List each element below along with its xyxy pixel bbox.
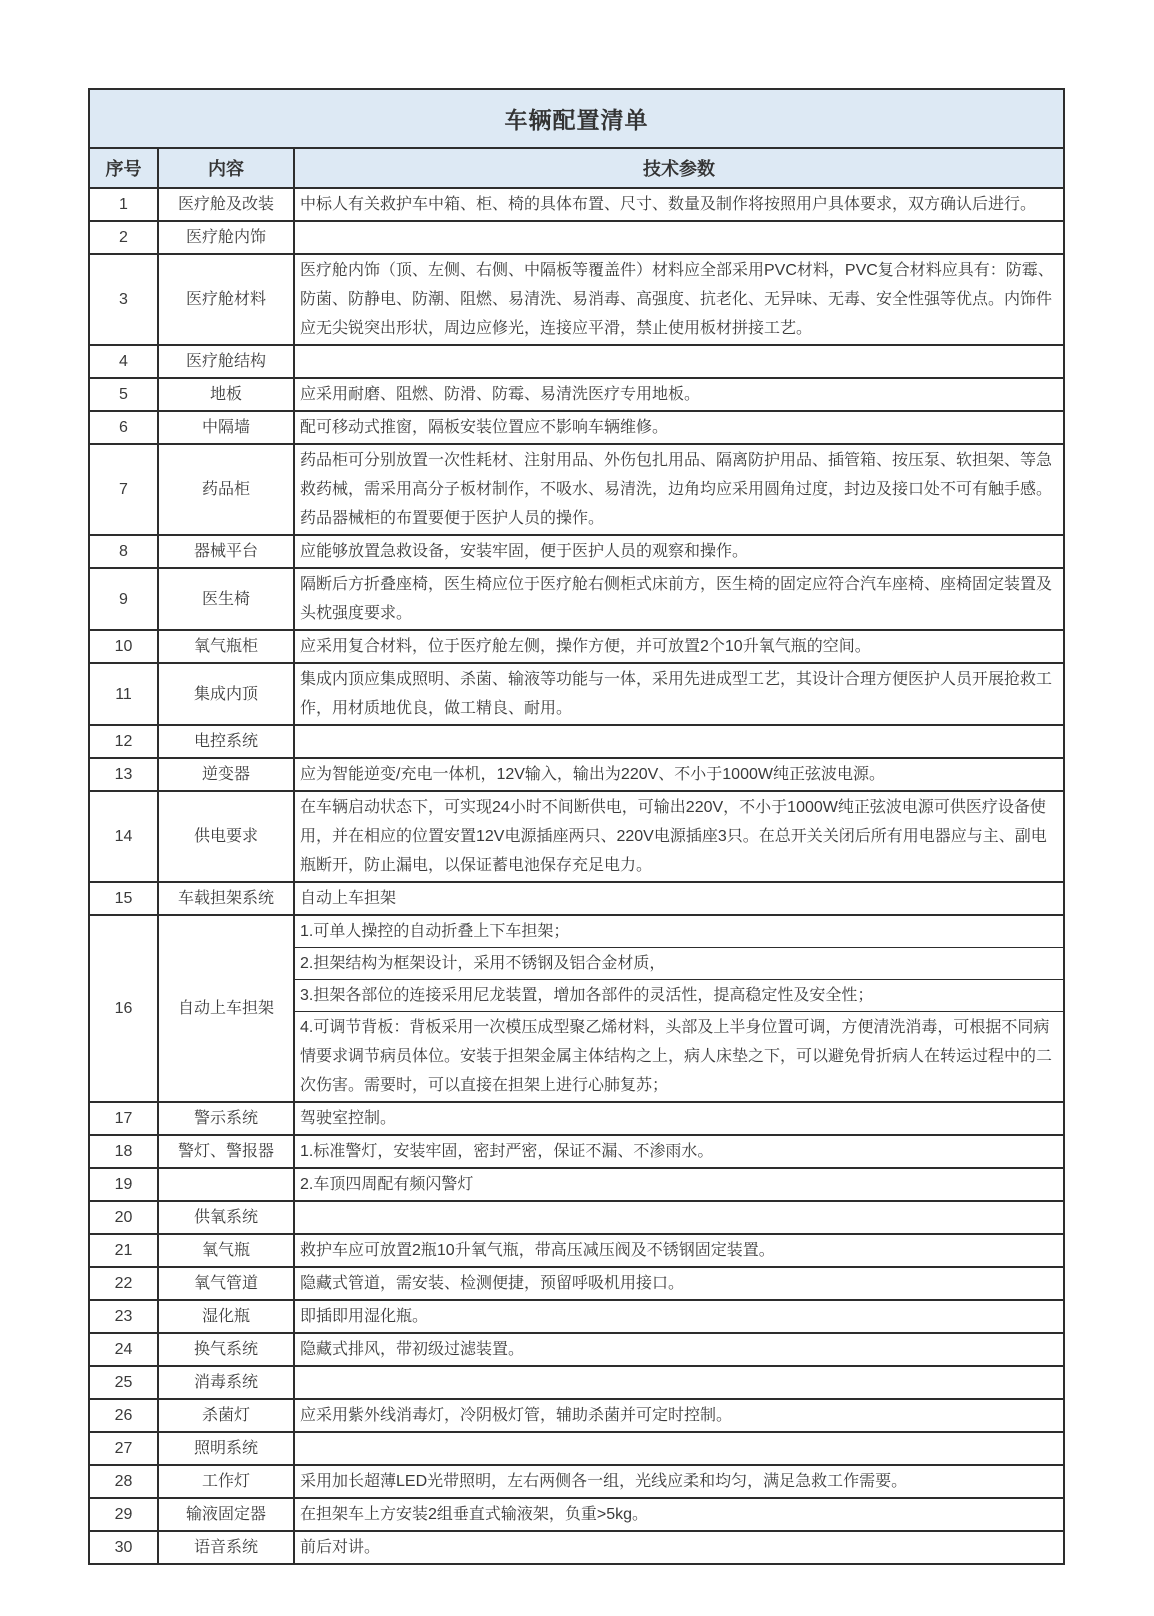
spec-cell: 即插即用湿化瓶。 (294, 1300, 1064, 1333)
row-number-cell: 19 (89, 1168, 158, 1201)
page-title: 车辆配置清单 (89, 89, 1064, 148)
table-title-row (89, 89, 1064, 148)
item-name-cell: 自动上车担架 (158, 915, 294, 1102)
row-number-cell: 30 (89, 1531, 158, 1564)
row-number-cell: 14 (89, 791, 158, 882)
table-row (89, 1135, 1064, 1168)
row-number-cell: 29 (89, 1498, 158, 1531)
table-row (89, 1399, 1064, 1432)
item-name-cell: 逆变器 (158, 758, 294, 791)
item-name-cell: 氧气管道 (158, 1267, 294, 1300)
spec-cell: 采用加长超薄LED光带照明，左右两侧各一组，光线应柔和均匀，满足急救工作需要。 (294, 1465, 1064, 1498)
vehicle-config-table (88, 88, 1065, 1565)
table-row (89, 725, 1064, 758)
table-row (89, 630, 1064, 663)
row-number-cell: 23 (89, 1300, 158, 1333)
document-page (88, 88, 1065, 1565)
row-number-cell: 3 (89, 254, 158, 345)
item-name-cell: 警示系统 (158, 1102, 294, 1135)
row-number-cell: 25 (89, 1366, 158, 1399)
item-name-cell: 医疗舱内饰 (158, 221, 294, 254)
column-header-spec: 技术参数 (294, 148, 1064, 188)
spec-cell: 医疗舱内饰（顶、左侧、右侧、中隔板等覆盖件）材料应全部采用PVC材料，PVC复合材料应具有：防霉、防菌、防静电、防潮、阻燃、易清洗、易消毒、高强度、抗老化、无异味、无毒、安全性强等优点。内饰件应无尖锐突出形状，周边应修光，连接应平滑，禁止使用板材拼接工艺。 (294, 254, 1064, 345)
row-number-cell: 16 (89, 915, 158, 1102)
row-number-cell: 26 (89, 1399, 158, 1432)
spec-cell: 应采用复合材料，位于医疗舱左侧，操作方便，并可放置2个10升氧气瓶的空间。 (294, 630, 1064, 663)
item-name-cell: 语音系统 (158, 1531, 294, 1564)
table-row (89, 254, 1064, 345)
table-row (89, 1366, 1064, 1399)
spec-cell (294, 345, 1064, 378)
table-row (89, 1333, 1064, 1366)
table-row (89, 221, 1064, 254)
item-name-cell: 供电要求 (158, 791, 294, 882)
item-name-cell: 医生椅 (158, 568, 294, 630)
item-name-cell: 医疗舱结构 (158, 345, 294, 378)
spec-cell: 应能够放置急救设备，安装牢固，便于医护人员的观察和操作。 (294, 535, 1064, 568)
spec-cell: 1.可单人操控的自动折叠上下车担架； (294, 915, 1064, 948)
row-number-cell: 27 (89, 1432, 158, 1465)
spec-cell: 隐藏式排风，带初级过滤装置。 (294, 1333, 1064, 1366)
spec-cell: 中标人有关救护车中箱、柜、椅的具体布置、尺寸、数量及制作将按照用户具体要求，双方确认后进行。 (294, 188, 1064, 221)
item-name-cell: 换气系统 (158, 1333, 294, 1366)
item-name-cell: 电控系统 (158, 725, 294, 758)
table-row (89, 1267, 1064, 1300)
item-name-cell: 中隔墙 (158, 411, 294, 444)
spec-cell: 隐藏式管道，需安装、检测便捷，预留呼吸机用接口。 (294, 1267, 1064, 1300)
table-row (89, 1465, 1064, 1498)
table-row (89, 663, 1064, 725)
row-number-cell: 17 (89, 1102, 158, 1135)
row-number-cell: 18 (89, 1135, 158, 1168)
item-name-cell: 杀菌灯 (158, 1399, 294, 1432)
spec-cell (294, 1432, 1064, 1465)
column-header-item: 内容 (158, 148, 294, 188)
table-row (89, 1531, 1064, 1564)
spec-cell: 驾驶室控制。 (294, 1102, 1064, 1135)
spec-cell: 4.可调节背板：背板采用一次模压成型聚乙烯材料，头部及上半身位置可调，方便清洗消毒，可根据不同病情要求调节病员体位。安装于担架金属主体结构之上，病人床垫之下，可以避免骨折病人在转运过程中的二次伤害。需要时，可以直接在担架上进行心肺复苏； (294, 1012, 1064, 1103)
table-row (89, 345, 1064, 378)
spec-cell (294, 725, 1064, 758)
row-number-cell: 8 (89, 535, 158, 568)
row-number-cell: 7 (89, 444, 158, 535)
table-row (89, 535, 1064, 568)
row-number-cell: 4 (89, 345, 158, 378)
item-name-cell: 器械平台 (158, 535, 294, 568)
spec-cell: 应为智能逆变/充电一体机，12V输入，输出为220V、不小于1000W纯正弦波电源。 (294, 758, 1064, 791)
spec-cell: 1.标准警灯，安装牢固，密封严密，保证不漏、不渗雨水。 (294, 1135, 1064, 1168)
row-number-cell: 1 (89, 188, 158, 221)
item-name-cell: 地板 (158, 378, 294, 411)
table-row (89, 1498, 1064, 1531)
table-row (89, 378, 1064, 411)
table-row (89, 411, 1064, 444)
item-name-cell: 供氧系统 (158, 1201, 294, 1234)
row-number-cell: 2 (89, 221, 158, 254)
row-number-cell: 5 (89, 378, 158, 411)
table-row (89, 444, 1064, 535)
row-number-cell: 15 (89, 882, 158, 915)
table-header-row (89, 148, 1064, 188)
table-row (89, 1168, 1064, 1201)
row-number-cell: 22 (89, 1267, 158, 1300)
item-name-cell: 湿化瓶 (158, 1300, 294, 1333)
row-number-cell: 9 (89, 568, 158, 630)
spec-cell: 前后对讲。 (294, 1531, 1064, 1564)
item-name-cell: 车载担架系统 (158, 882, 294, 915)
row-number-cell: 6 (89, 411, 158, 444)
spec-cell: 药品柜可分别放置一次性耗材、注射用品、外伤包扎用品、隔离防护用品、插管箱、按压泵、软担架、等急救药械，需采用高分子板材制作，不吸水、易清洗，边角均应采用圆角过度，封边及接口处不可有触手感。药品器械柜的布置要便于医护人员的操作。 (294, 444, 1064, 535)
table-row (89, 882, 1064, 915)
item-name-cell: 工作灯 (158, 1465, 294, 1498)
table-row (89, 791, 1064, 882)
row-number-cell: 10 (89, 630, 158, 663)
row-number-cell: 20 (89, 1201, 158, 1234)
item-name-cell: 药品柜 (158, 444, 294, 535)
row-number-cell: 11 (89, 663, 158, 725)
table-row (89, 1432, 1064, 1465)
item-name-cell: 消毒系统 (158, 1366, 294, 1399)
spec-cell: 3.担架各部位的连接采用尼龙装置，增加各部件的灵活性，提高稳定性及安全性； (294, 980, 1064, 1012)
column-header-no: 序号 (89, 148, 158, 188)
item-name-cell: 输液固定器 (158, 1498, 294, 1531)
table-row (89, 1234, 1064, 1267)
spec-cell: 2.车顶四周配有频闪警灯 (294, 1168, 1064, 1201)
row-number-cell: 28 (89, 1465, 158, 1498)
spec-cell: 配可移动式推窗，隔板安装位置应不影响车辆维修。 (294, 411, 1064, 444)
table-row (89, 1201, 1064, 1234)
row-number-cell: 21 (89, 1234, 158, 1267)
item-name-cell: 集成内顶 (158, 663, 294, 725)
spec-cell: 在车辆启动状态下，可实现24小时不间断供电，可输出220V，不小于1000W纯正弦波电源可供医疗设备使用，并在相应的位置安置12V电源插座两只、220V电源插座3只。在总开关关闭后所有用电器应与主、副电瓶断开，防止漏电，以保证蓄电池保存充足电力。 (294, 791, 1064, 882)
table-row (89, 915, 1064, 948)
spec-cell: 自动上车担架 (294, 882, 1064, 915)
item-name-cell: 医疗舱及改装 (158, 188, 294, 221)
spec-cell: 应采用耐磨、阻燃、防滑、防霉、易清洗医疗专用地板。 (294, 378, 1064, 411)
item-name-cell: 照明系统 (158, 1432, 294, 1465)
item-name-cell: 氧气瓶 (158, 1234, 294, 1267)
spec-cell: 应采用紫外线消毒灯，冷阴极灯管，辅助杀菌并可定时控制。 (294, 1399, 1064, 1432)
spec-cell: 救护车应可放置2瓶10升氧气瓶，带高压减压阀及不锈钢固定装置。 (294, 1234, 1064, 1267)
table-row (89, 1300, 1064, 1333)
table-row (89, 568, 1064, 630)
spec-cell (294, 1366, 1064, 1399)
item-name-cell: 氧气瓶柜 (158, 630, 294, 663)
table-row (89, 758, 1064, 791)
item-name-cell: 医疗舱材料 (158, 254, 294, 345)
item-name-cell (158, 1168, 294, 1201)
row-number-cell: 13 (89, 758, 158, 791)
spec-cell (294, 221, 1064, 254)
spec-cell (294, 1201, 1064, 1234)
row-number-cell: 12 (89, 725, 158, 758)
spec-cell: 集成内顶应集成照明、杀菌、输液等功能与一体，采用先进成型工艺，其设计合理方便医护人员开展抢救工作，用材质地优良，做工精良、耐用。 (294, 663, 1064, 725)
spec-cell: 2.担架结构为框架设计，采用不锈钢及铝合金材质， (294, 948, 1064, 980)
spec-cell: 在担架车上方安装2组垂直式输液架，负重>5kg。 (294, 1498, 1064, 1531)
item-name-cell: 警灯、警报器 (158, 1135, 294, 1168)
spec-cell: 隔断后方折叠座椅，医生椅应位于医疗舱右侧柜式床前方，医生椅的固定应符合汽车座椅、座椅固定装置及头枕强度要求。 (294, 568, 1064, 630)
row-number-cell: 24 (89, 1333, 158, 1366)
table-row (89, 1102, 1064, 1135)
table-row (89, 188, 1064, 221)
